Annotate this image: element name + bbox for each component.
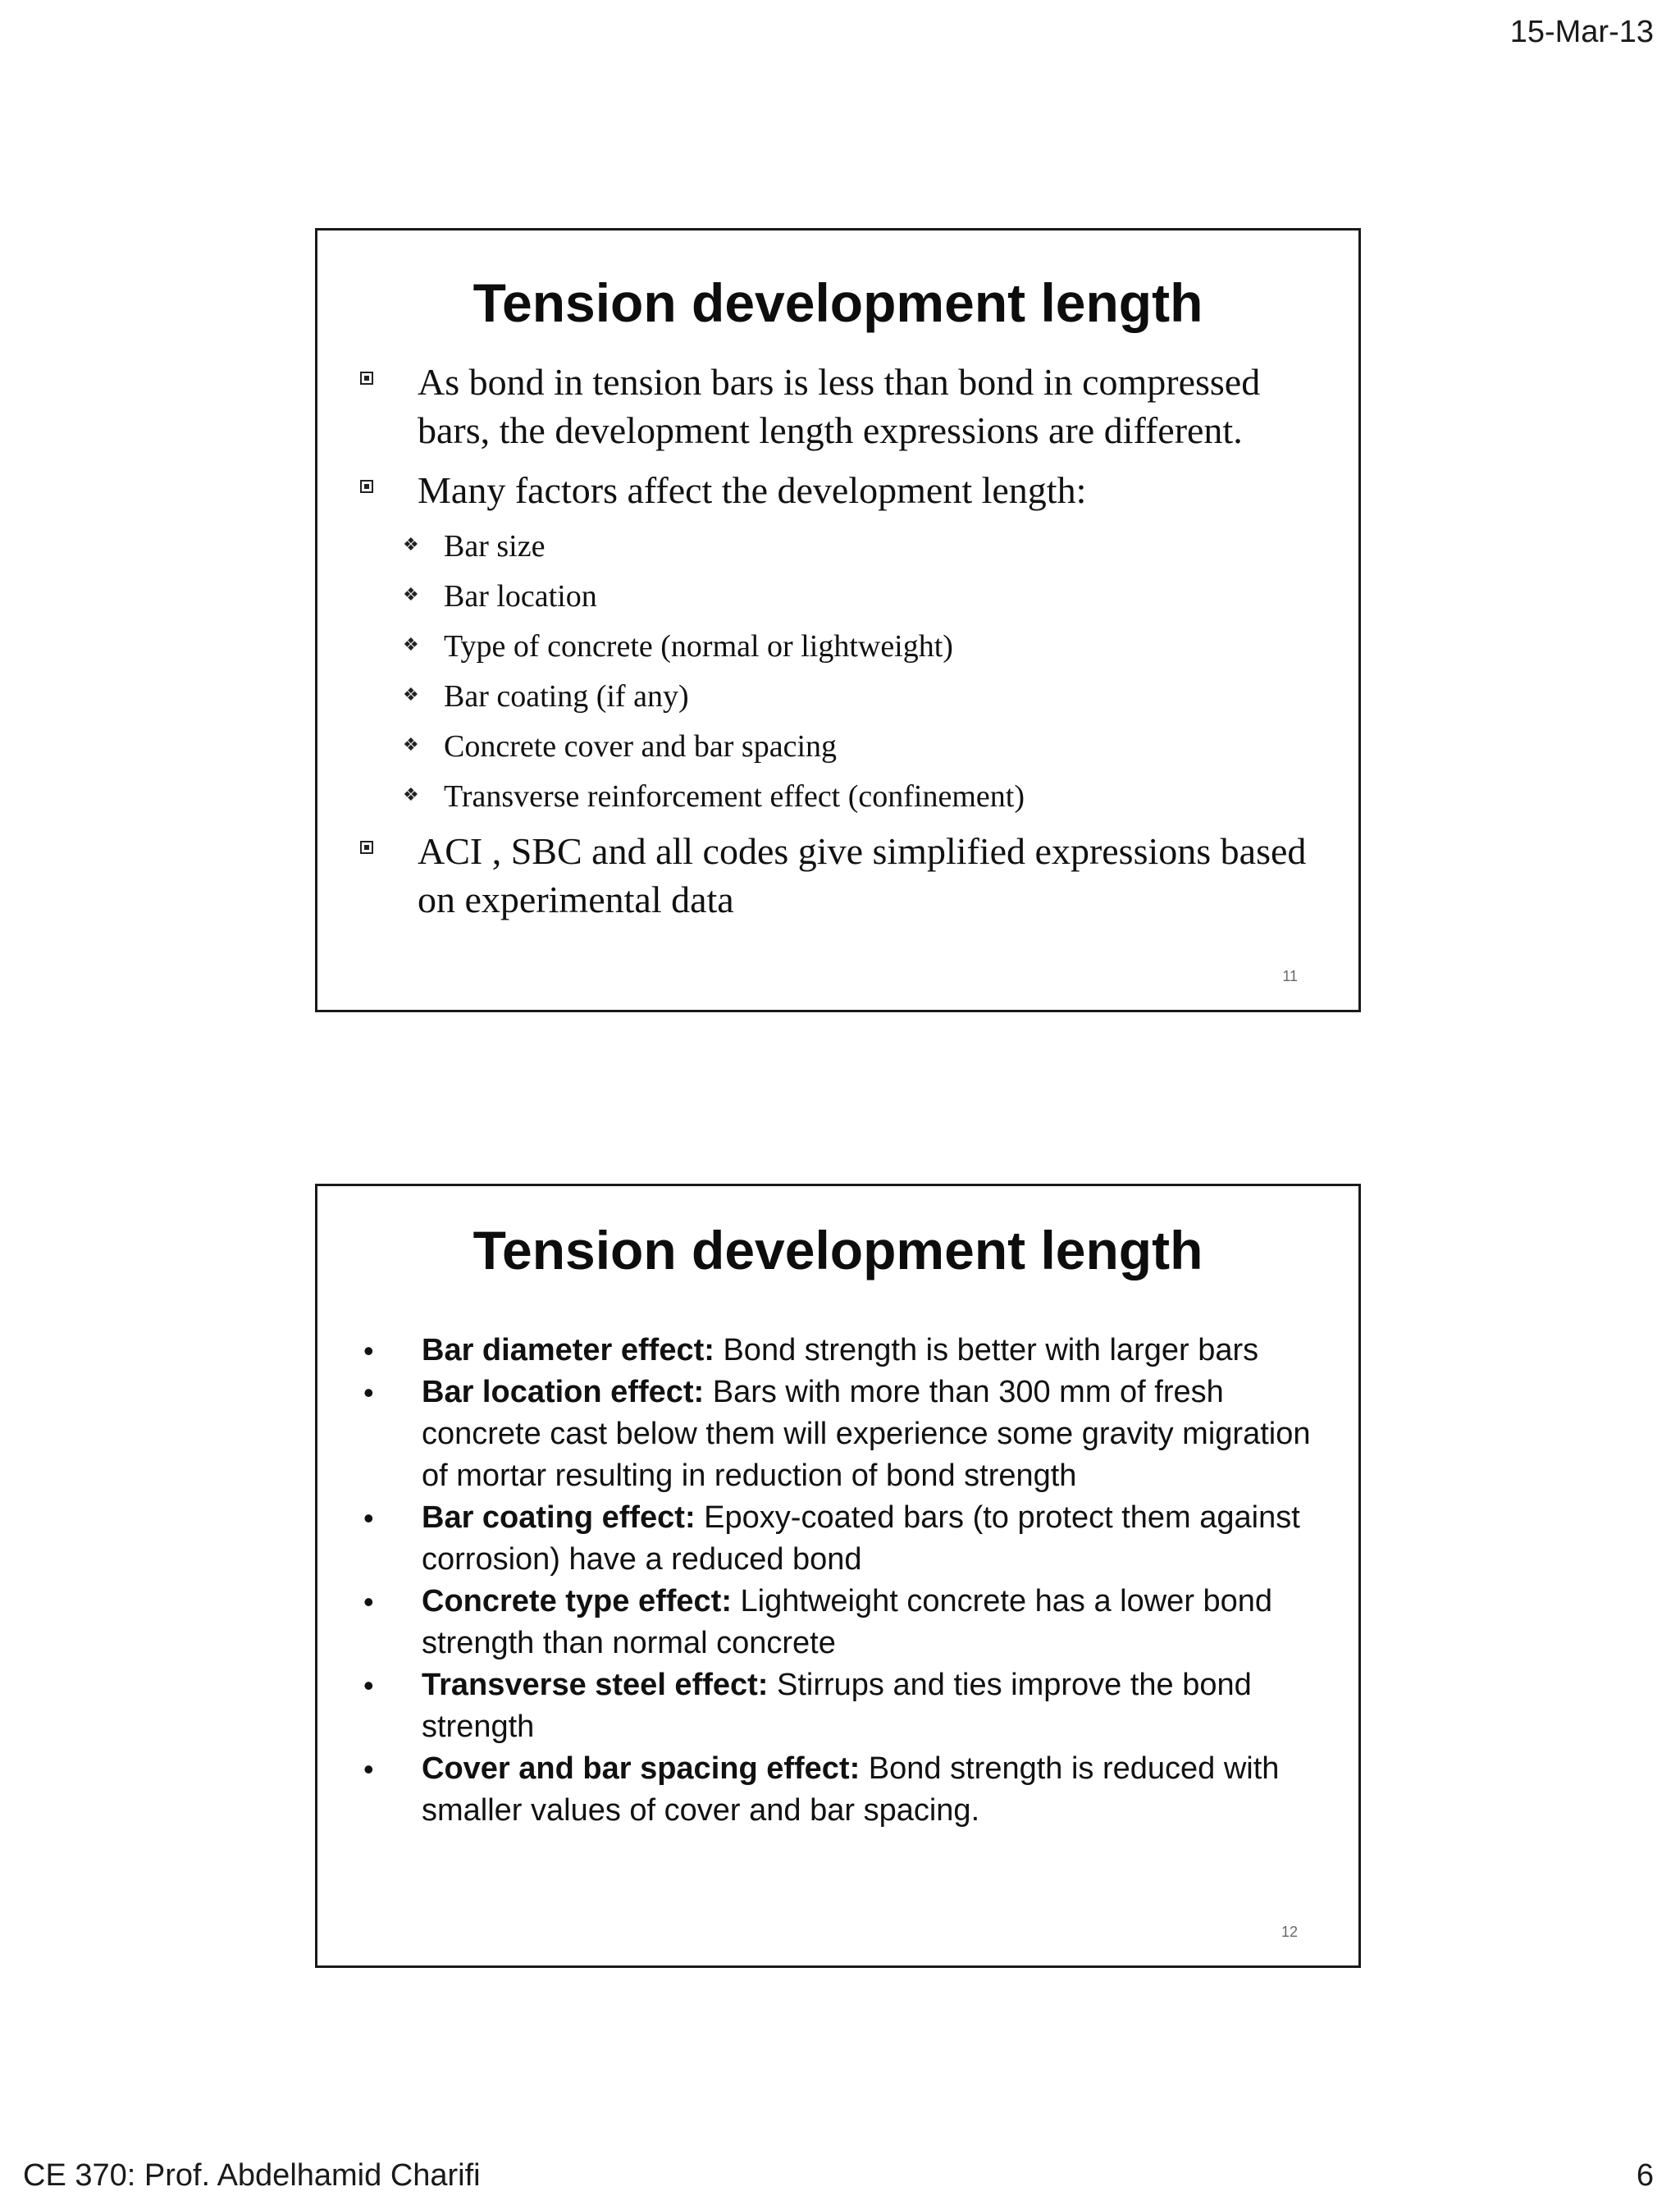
- list-item: [360, 358, 1328, 454]
- slide-title: Tension development length: [472, 1220, 1203, 1281]
- sub-list-item: [403, 526, 1328, 567]
- sub-list-item: [403, 576, 1328, 617]
- footer-page-number: 6: [1636, 2158, 1654, 2193]
- sub-bullet-text: Bar location: [444, 579, 597, 614]
- slide-11: [315, 228, 1361, 1012]
- dot-bullet-icon: •: [363, 1376, 374, 1409]
- square-bullet-icon: [360, 480, 373, 493]
- item-term: Bar diameter effect:: [422, 1333, 714, 1367]
- slide-12: [315, 1184, 1361, 1968]
- bullet-text: As bond in tension bars is less than bond in compressed bars, the development length expressions are different.: [418, 361, 1261, 451]
- diamond-bullet-icon: ❖: [403, 635, 419, 655]
- list-item: [360, 1664, 1328, 1748]
- square-bullet-icon: [360, 372, 373, 385]
- slide-body: [360, 358, 1328, 935]
- item-term: Transverse steel effect:: [422, 1668, 769, 1702]
- dot-bullet-icon: •: [363, 1752, 374, 1786]
- square-bullet-icon: [360, 841, 373, 854]
- diamond-bullet-icon: ❖: [403, 685, 419, 705]
- dot-bullet-icon: •: [363, 1669, 374, 1702]
- dot-bullet-icon: •: [363, 1334, 374, 1367]
- dot-bullet-icon: •: [363, 1585, 374, 1618]
- footer-course: CE 370: Prof. Abdelhamid Charifi: [23, 2158, 481, 2193]
- bullet-text: ACI , SBC and all codes give simplified expressions based on experimental data: [418, 830, 1307, 920]
- slide-title: Tension development length: [472, 272, 1203, 333]
- bullet-text: Many factors affect the development length:: [418, 469, 1087, 511]
- slide-number: 12: [1281, 1924, 1298, 1940]
- list-item: [360, 1330, 1328, 1372]
- item-text: Stirrups and ties improve the bond strength: [422, 1668, 1252, 1744]
- item-text: Bond strength is better with larger bars: [714, 1333, 1259, 1367]
- sub-bullet-text: Type of concrete (normal or lightweight): [444, 629, 953, 664]
- item-term: Cover and bar spacing effect:: [422, 1751, 861, 1786]
- diamond-bullet-icon: ❖: [403, 735, 419, 756]
- item-text: Bars with more than 300 mm of fresh concrete cast below them will experience some gravity migration of mortar resulting in reduction of bond strength: [422, 1375, 1311, 1493]
- item-text: Lightweight concrete has a lower bond strength than normal concrete: [422, 1584, 1273, 1660]
- slide-number: 11: [1282, 968, 1298, 984]
- dot-bullet-icon: •: [363, 1501, 374, 1535]
- list-item: [360, 1497, 1328, 1581]
- list-item: [360, 827, 1328, 924]
- list-item: [360, 466, 1328, 514]
- list-item: [360, 1581, 1328, 1664]
- list-item: [360, 1748, 1328, 1832]
- item-term: Bar location effect:: [422, 1375, 705, 1409]
- diamond-bullet-icon: ❖: [403, 535, 419, 555]
- sub-bullet-text: Concrete cover and bar spacing: [444, 729, 838, 764]
- slide-body: [360, 1330, 1328, 1832]
- item-term: Bar coating effect:: [422, 1500, 696, 1535]
- sub-list-item: [403, 776, 1328, 817]
- diamond-bullet-icon: ❖: [403, 785, 419, 806]
- sub-list-item: [403, 626, 1328, 667]
- sub-list-item: [403, 676, 1328, 717]
- sub-bullet-text: Bar coating (if any): [444, 679, 689, 714]
- page-date: 15-Mar-13: [1509, 15, 1654, 49]
- sub-bullet-text: Transverse reinforcement effect (confinement): [444, 779, 1025, 814]
- sub-bullet-text: Bar size: [444, 529, 546, 564]
- diamond-bullet-icon: ❖: [403, 585, 419, 605]
- item-text: Epoxy-coated bars (to protect them against corrosion) have a reduced bond: [422, 1500, 1300, 1577]
- sub-list-item: [403, 726, 1328, 767]
- item-text: Bond strength is reduced with smaller values of cover and bar spacing.: [422, 1751, 1280, 1828]
- item-term: Concrete type effect:: [422, 1584, 732, 1618]
- list-item: [360, 1372, 1328, 1497]
